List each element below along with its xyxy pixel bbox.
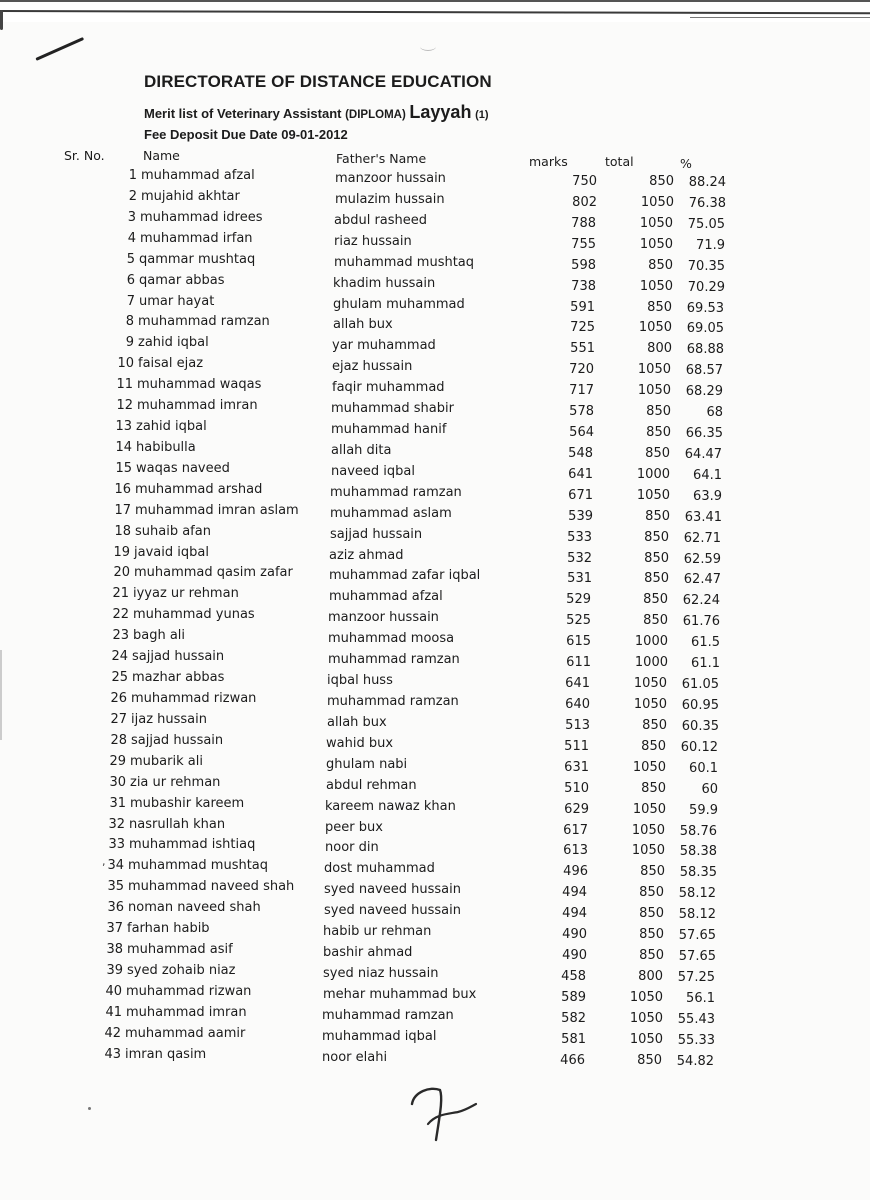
row-sr-no: 1 [128, 168, 137, 183]
row-father-name: muhammad ramzan [322, 1007, 454, 1023]
row-percent: 60.35 [681, 718, 719, 734]
paper-smudge [420, 42, 436, 51]
row-marks: 496 [563, 864, 588, 880]
header-father-name: Father's Name [336, 151, 427, 166]
row-father-name: noor din [325, 840, 379, 856]
row-father-name: syed naveed hussain [324, 882, 461, 898]
row-marks: 532 [567, 550, 592, 566]
row-name: muhammad rizwan [131, 691, 257, 706]
row-name: waqas naveed [136, 460, 230, 476]
row-name: sajjad hussain [132, 649, 225, 665]
row-sr-no: 38 [106, 942, 123, 958]
row-total: 1000 [636, 466, 670, 482]
row-name: mujahid akhtar [141, 188, 240, 204]
row-percent: 60.1 [689, 760, 718, 776]
row-marks: 531 [567, 571, 592, 587]
row-marks: 533 [567, 529, 592, 545]
row-total: 1050 [629, 1010, 663, 1026]
row-father-name: peer bux [325, 819, 383, 835]
row-sr-no: 10 [117, 356, 134, 372]
row-father-name: habib ur rehman [323, 924, 432, 940]
row-father-name: dost muhammad [324, 861, 435, 877]
row-name: suhaib afan [135, 523, 211, 539]
row-sr-no: 8 [125, 314, 134, 330]
row-percent: 88.24 [688, 175, 726, 190]
row-total: 1050 [631, 822, 665, 838]
row-total: 1050 [636, 487, 670, 503]
row-sr-no: 27 [110, 711, 127, 727]
row-name: muhammad yunas [133, 607, 255, 623]
row-percent: 64.47 [684, 446, 722, 462]
row-marks: 755 [571, 236, 596, 252]
row-father-name: muhammad aslam [330, 505, 452, 521]
margin-shadow [0, 650, 2, 740]
subtitle-prefix: Merit list of Veterinary Assistant [144, 106, 346, 121]
row-marks: 525 [566, 613, 591, 629]
row-name: faisal ejaz [138, 356, 204, 372]
row-sr-no: 17 [114, 502, 131, 518]
row-sr-no: 32 [108, 816, 125, 832]
row-percent: 58.76 [679, 823, 717, 839]
row-total: 850 [645, 508, 670, 524]
row-percent: 60 [701, 781, 718, 797]
row-father-name: kareem nawaz khan [325, 798, 456, 814]
row-percent: 58.12 [678, 907, 716, 923]
row-name: javaid iqbal [134, 544, 209, 560]
row-percent: 62.71 [683, 530, 721, 546]
row-name: zahid iqbal [138, 335, 209, 351]
row-percent: 60.95 [681, 698, 719, 713]
subtitle-program: (DIPLOMA) [345, 109, 406, 121]
row-father-name: muhammad hanif [331, 422, 447, 438]
row-marks: 564 [569, 425, 594, 441]
row-father-name: naveed iqbal [331, 463, 415, 479]
row-marks: 548 [568, 445, 593, 461]
row-marks: 490 [562, 927, 587, 943]
row-total: 1050 [631, 843, 665, 859]
row-father-name: riaz hussain [334, 233, 412, 249]
row-percent: 62.59 [683, 551, 721, 567]
row-percent: 61.76 [682, 614, 720, 630]
row-marks: 494 [562, 906, 587, 922]
row-name: muhammad imran [137, 398, 258, 414]
row-total: 1050 [639, 236, 673, 252]
row-father-name: syed naveed hussain [324, 903, 461, 919]
row-total: 1050 [632, 759, 666, 775]
row-name: muhammad naveed shah [128, 879, 295, 895]
row-sr-no: 20 [113, 565, 130, 581]
row-sr-no: 3 [127, 209, 136, 225]
row-percent: 58.12 [678, 886, 716, 902]
row-percent: 61.1 [691, 656, 720, 672]
row-sr-no: 43 [104, 1046, 121, 1062]
row-marks: 629 [564, 801, 589, 817]
row-total: 850 [639, 906, 664, 922]
row-total: 800 [647, 341, 672, 357]
row-marks: 511 [564, 738, 589, 754]
header-marks: marks [529, 154, 568, 169]
row-father-name: allah dita [331, 442, 392, 458]
row-percent: 59.9 [689, 802, 718, 818]
row-name: muhammad arshad [135, 481, 263, 497]
row-marks: 510 [564, 780, 589, 796]
row-marks: 589 [561, 989, 586, 1005]
row-father-name: allah bux [333, 317, 393, 333]
row-sr-no: 34 [107, 858, 124, 874]
row-father-name: muhammad mushtaq [334, 254, 475, 270]
row-sr-no: 7 [126, 293, 135, 309]
row-name: habibulla [136, 439, 196, 455]
row-father-name: abdul rehman [326, 777, 417, 793]
row-percent: 68.29 [685, 384, 723, 400]
row-father-name: muhammad afzal [329, 589, 443, 605]
row-sr-no: 28 [110, 732, 127, 748]
row-sr-no: 15 [115, 460, 132, 476]
row-total: 850 [643, 592, 668, 608]
row-marks: 578 [569, 404, 594, 420]
row-father-name: allah bux [327, 714, 387, 730]
header-name: Name [143, 148, 180, 163]
row-percent: 70.35 [687, 258, 725, 274]
row-marks: 615 [566, 634, 591, 650]
row-sr-no: 6 [126, 272, 135, 288]
row-name: ijaz hussain [131, 711, 207, 727]
row-sr-no: 18 [114, 523, 131, 539]
row-percent: 69.53 [686, 300, 724, 316]
row-marks: 738 [571, 278, 596, 294]
row-marks: 551 [570, 341, 595, 357]
row-sr-no: 11 [116, 377, 133, 393]
row-father-name: manzoor hussain [335, 171, 446, 186]
row-percent: 61.5 [691, 635, 720, 651]
row-name: muhammad waqas [137, 377, 262, 393]
row-marks: 539 [568, 508, 593, 524]
row-name: nasrullah khan [129, 816, 226, 832]
row-name: mazhar abbas [132, 670, 225, 686]
row-marks: 490 [562, 948, 587, 964]
row-total: 1050 [638, 320, 672, 336]
row-father-name: muhammad ramzan [328, 652, 460, 668]
row-marks: 641 [568, 466, 593, 482]
row-total: 850 [642, 717, 667, 733]
row-total: 850 [641, 780, 666, 796]
row-total: 850 [641, 738, 666, 754]
row-sr-no: 4 [127, 230, 136, 246]
row-marks: 617 [563, 822, 588, 838]
row-marks: 466 [560, 1052, 585, 1068]
row-name: qammar mushtaq [139, 251, 256, 267]
row-marks: 494 [562, 885, 587, 901]
row-marks: 671 [568, 487, 593, 503]
row-father-name: muhammad zafar iqbal [329, 568, 481, 584]
row-marks: 802 [572, 194, 597, 210]
row-sr-no: 5 [126, 251, 135, 267]
row-name: zahid iqbal [136, 419, 207, 435]
row-sr-no: 26 [110, 691, 127, 706]
row-sr-no: 39 [106, 962, 123, 978]
row-sr-no: 42 [104, 1025, 121, 1041]
row-sr-no: 22 [112, 607, 129, 623]
row-sr-no: 2 [128, 188, 137, 204]
row-father-name: mehar muhammad bux [323, 986, 477, 1002]
row-marks: 725 [570, 320, 595, 336]
row-total: 1000 [634, 634, 668, 650]
row-name: muhammad irfan [140, 230, 253, 246]
row-name: noman naveed shah [128, 900, 261, 916]
row-total: 1050 [639, 215, 673, 231]
row-name: muhammad idrees [140, 209, 263, 225]
row-sr-no: 36 [107, 900, 124, 916]
row-sr-no: 12 [116, 398, 133, 414]
row-percent: 57.65 [678, 928, 716, 944]
row-father-name: faqir muhammad [332, 380, 445, 396]
row-marks: 631 [564, 759, 589, 775]
row-father-name: iqbal huss [327, 673, 393, 689]
row-name: muhammad qasim zafar [134, 565, 293, 581]
row-percent: 76.38 [688, 195, 726, 211]
row-total: 850 [640, 864, 665, 880]
row-sr-no: 21 [112, 586, 129, 602]
row-marks: 598 [571, 257, 596, 273]
row-marks: 717 [569, 383, 594, 399]
row-name: muhammad aamir [125, 1025, 246, 1041]
row-sr-no: 40 [105, 983, 122, 999]
row-percent: 58.38 [679, 844, 717, 860]
row-percent: 63.41 [684, 509, 722, 525]
row-total: 800 [638, 968, 663, 984]
header-percent: % [680, 156, 692, 171]
row-total: 850 [637, 1052, 662, 1068]
row-father-name: muhammad ramzan [330, 484, 462, 500]
row-total: 1050 [637, 383, 671, 399]
row-father-name: ghulam muhammad [333, 296, 465, 312]
row-total: 850 [639, 885, 664, 901]
row-name: muhammad imran aslam [135, 502, 299, 518]
row-marks: 640 [565, 697, 590, 712]
row-total: 1050 [632, 801, 666, 817]
row-father-name: muhammad iqbal [322, 1028, 437, 1044]
row-sr-no: 41 [105, 1004, 122, 1020]
row-name: umar hayat [139, 293, 215, 309]
row-total: 1050 [629, 989, 663, 1005]
row-percent: 55.43 [677, 1011, 715, 1027]
row-sr-no: 33 [108, 837, 125, 853]
row-sr-no: 24 [111, 649, 128, 665]
row-name: bagh ali [133, 628, 186, 644]
row-name: qamar abbas [139, 272, 225, 288]
row-total: 850 [643, 613, 668, 629]
row-name: muhammad mushtaq [128, 858, 269, 874]
row-father-name: bashir ahmad [323, 945, 413, 961]
row-total: 850 [646, 404, 671, 420]
pen-stroke-mark [35, 37, 84, 61]
row-total: 850 [649, 174, 674, 189]
document-title: DIRECTORATE OF DISTANCE EDUCATION [144, 72, 492, 91]
row-name: mubashir kareem [130, 795, 245, 811]
row-name: mubarik ali [130, 753, 203, 769]
row-total: 1050 [637, 362, 671, 378]
subtitle-city: Layyah [409, 102, 472, 122]
subtitle-suffix: (1) [475, 109, 489, 121]
row-percent: 71.9 [696, 237, 725, 253]
row-marks: 750 [572, 174, 597, 189]
row-marks: 581 [561, 1031, 586, 1047]
row-father-name: muhammad shabir [331, 401, 454, 417]
row-sr-no: 9 [125, 335, 134, 351]
row-name: sajjad hussain [131, 732, 224, 748]
row-marks: 529 [566, 592, 591, 608]
row-total: 1050 [633, 697, 667, 712]
row-marks: 513 [565, 717, 590, 733]
row-sr-no: 16 [114, 481, 131, 497]
row-total: 850 [647, 299, 672, 315]
signature-mark [410, 1084, 480, 1144]
row-name: muhammad asif [127, 942, 233, 958]
row-sr-no: 35 [107, 879, 124, 895]
row-total: 1050 [629, 1031, 663, 1047]
row-percent: 70.29 [687, 279, 725, 295]
row-percent: 63.9 [693, 488, 722, 504]
row-name: muhammad ishtiaq [129, 837, 256, 853]
row-percent: 66.35 [685, 426, 723, 442]
row-father-name: ghulam nabi [326, 756, 408, 772]
row-total: 850 [646, 425, 671, 441]
row-marks: 788 [571, 215, 596, 231]
row-percent: 57.65 [678, 949, 716, 965]
row-percent: 62.47 [683, 572, 721, 588]
row-father-name: mulazim hussain [335, 191, 445, 207]
row-total: 1000 [634, 655, 668, 671]
row-name: muhammad ramzan [138, 314, 270, 330]
row-sr-no: 31 [109, 795, 126, 811]
row-total: 1050 [633, 676, 667, 692]
row-sr-no: 25 [111, 670, 128, 686]
row-father-name: abdul rasheed [334, 212, 428, 228]
row-marks: 720 [569, 362, 594, 378]
row-total: 1050 [640, 194, 674, 210]
row-marks: 613 [563, 843, 588, 859]
row-father-name: aziz ahmad [329, 547, 404, 563]
row-sr-no: 14 [115, 439, 132, 455]
row-total: 850 [648, 257, 673, 273]
row-name: muhammad rizwan [126, 983, 252, 999]
row-sr-no: 19 [113, 544, 130, 560]
row-sr-no: 23 [112, 628, 129, 644]
row-father-name: syed niaz hussain [323, 965, 439, 981]
ink-speck: , [102, 855, 106, 868]
row-marks: 458 [561, 968, 586, 984]
row-percent: 57.25 [677, 969, 715, 985]
row-percent: 68.57 [685, 363, 723, 379]
row-percent: 58.35 [679, 865, 717, 881]
row-percent: 56.1 [686, 990, 715, 1006]
row-name: syed zohaib niaz [127, 962, 236, 978]
row-father-name: ejaz hussain [332, 359, 413, 375]
row-name: muhammad afzal [141, 168, 255, 183]
row-marks: 591 [570, 299, 595, 315]
row-father-name: manzoor hussain [328, 610, 439, 626]
row-total: 850 [639, 927, 664, 943]
row-father-name: wahid bux [326, 735, 394, 751]
row-percent: 54.82 [676, 1053, 714, 1069]
row-total: 850 [639, 948, 664, 964]
row-father-name: yar muhammad [332, 338, 436, 354]
row-percent: 62.24 [682, 593, 720, 609]
row-total: 1050 [639, 278, 673, 294]
row-name: iyyaz ur rehman [133, 586, 239, 602]
row-percent: 61.05 [681, 677, 719, 693]
row-percent: 64.1 [693, 467, 722, 483]
row-sr-no: 13 [115, 419, 132, 435]
row-father-name: khadim hussain [333, 275, 436, 291]
ink-dot [88, 1107, 91, 1110]
row-name: zia ur rehman [130, 774, 221, 790]
document-subtitle [144, 102, 489, 123]
row-marks: 582 [561, 1010, 586, 1026]
row-father-name: noor elahi [322, 1049, 388, 1065]
row-percent: 68 [706, 405, 723, 421]
row-name: muhammad imran [126, 1004, 247, 1020]
row-sr-no: 29 [109, 753, 126, 769]
row-percent: 55.33 [677, 1032, 715, 1048]
row-father-name: muhammad ramzan [327, 694, 459, 709]
row-marks: 611 [566, 655, 591, 671]
row-total: 850 [645, 445, 670, 461]
row-name: imran qasim [125, 1046, 207, 1062]
header-total: total [605, 154, 634, 169]
fee-due-date: Fee Deposit Due Date 09-01-2012 [144, 127, 348, 142]
row-sr-no: 37 [106, 921, 123, 937]
row-percent: 60.12 [680, 739, 718, 755]
header-sr-no: Sr. No. [64, 148, 105, 163]
row-total: 850 [644, 529, 669, 545]
row-total: 850 [644, 550, 669, 566]
row-percent: 75.05 [687, 216, 725, 232]
row-sr-no: 30 [109, 774, 126, 790]
row-father-name: muhammad moosa [328, 631, 455, 647]
row-name: farhan habib [127, 921, 210, 937]
row-total: 850 [644, 571, 669, 587]
row-marks: 641 [565, 676, 590, 692]
row-father-name: sajjad hussain [330, 526, 423, 542]
row-percent: 68.88 [686, 342, 724, 358]
row-percent: 69.05 [686, 321, 724, 337]
